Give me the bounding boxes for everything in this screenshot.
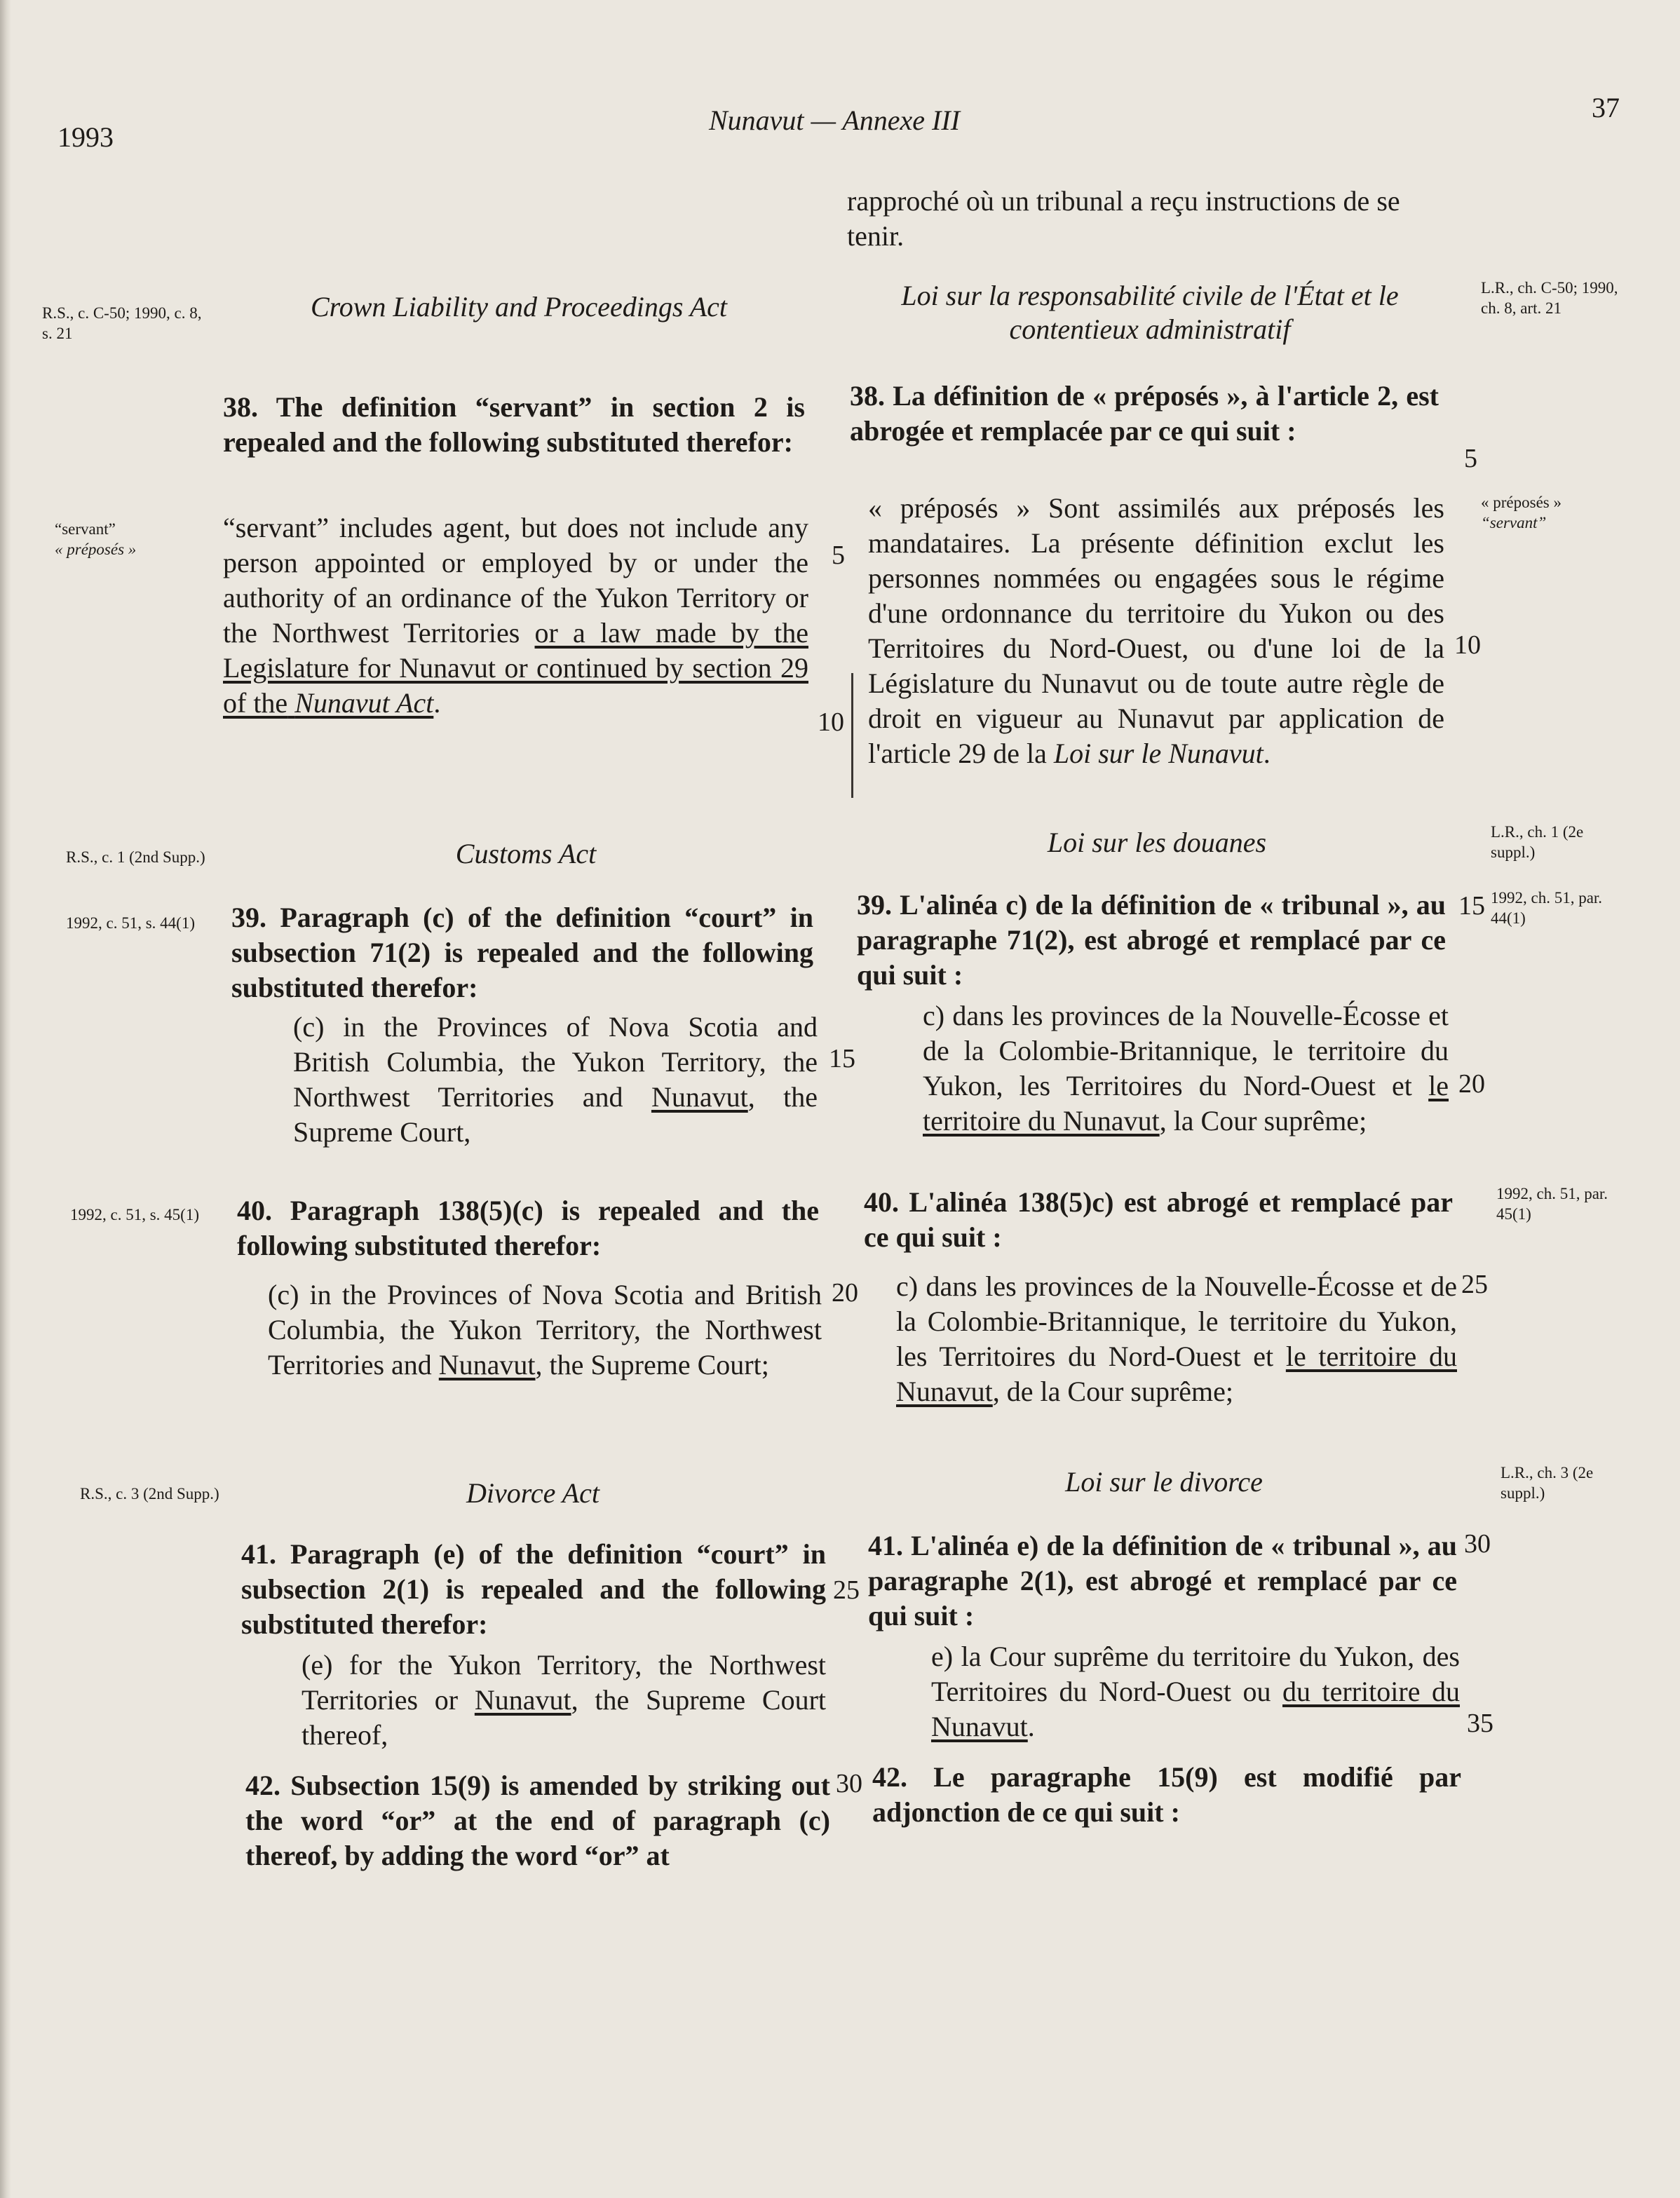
line-number-fr-20: 20: [1458, 1069, 1485, 1099]
year: 1993: [57, 121, 114, 153]
section-39-instruction-en: 39. Paragraph (c) of the definition “court” in subsection 71(2) is repealed and the following substituted therefor:: [231, 902, 813, 1003]
margin-note-38-fr: L.R., ch. C-50; 1990, ch. 8, art. 21: [1481, 279, 1618, 317]
paragraph-39c-text: (c) in the Provinces of Nova Scotia and British Columbia, the Yukon Territory, the Northwest Territories and: [293, 1011, 818, 1113]
paragraph-39c-fr-text: c) dans les provinces de la Nouvelle-Écosse et de la Colombie-Britannique, le territoire du Yukon, les Territoires du Nord-Ouest et: [923, 1000, 1449, 1101]
section-40-instruction-en: 40. Paragraph 138(5)(c) is repealed and the following substituted therefor:: [237, 1195, 819, 1261]
margin-note-39-fr-2: 1992, ch. 51, par. 44(1): [1491, 889, 1603, 927]
section-40-instruction-fr: 40. L'alinéa 138(5)c) est abrogé et remplacé par ce qui suit :: [864, 1186, 1453, 1253]
paragraph-40c-en: [268, 1277, 822, 1383]
paragraph-39c-fr-underlined: le territoire du Nunavut: [923, 1070, 1449, 1137]
line-number-en-5: 5: [832, 541, 845, 570]
act-title-customs: Customs Act: [455, 838, 597, 869]
line-number-en-10: 10: [818, 707, 844, 737]
definition-preposes-text: « préposés » Sont assimilés aux préposés les mandataires. La présente définition exclut les personnes nommées ou engagées sous le régime d'une ordonnance du territoire du Yukon ou des Territoires du Nord-Ouest,: [868, 492, 1444, 664]
section-42-instruction-en: 42. Subsection 15(9) is amended by striking out the word “or” at the end of paragraph (c) thereof, by adding the word “or” at: [245, 1770, 830, 1871]
margin-note-41-en: R.S., c. 3 (2nd Supp.): [80, 1485, 219, 1502]
margin-note-40-en: 1992, c. 51, s. 45(1): [70, 1206, 199, 1223]
paragraph-39c-fr-end: , la Cour suprême;: [1159, 1105, 1367, 1137]
paragraph-40c-fr-underlined: le territoire du Nunavut: [896, 1341, 1457, 1407]
loi-nunavut-italic: Loi sur le Nunavut: [1053, 738, 1264, 769]
act-title-loi-divorce: Loi sur le divorce: [1065, 1466, 1263, 1498]
margin-term-fr-en: “servant”: [1481, 514, 1547, 531]
definition-preposes-fr: « préposés » Sont assimilés aux préposés les mandataires. La présente définition exclut les personnes nommées ou engagées sous le régime d'une ordonnance du territoire du Yukon ou des Territoires du Nord-Ouest, ou d'une loi de la Législature du Nunavut ou de toute autre règle de droit en vigueur au Nunavut par application de l'article 29 de la Loi sur le Nunavut.: [868, 492, 1444, 769]
act-title-divorce: Divorce Act: [466, 1477, 599, 1509]
margin-note-39-fr-1: L.R., ch. 1 (2e suppl.): [1491, 823, 1584, 861]
line-number-fr-25: 25: [1461, 1270, 1488, 1299]
margin-term-en: “servant”: [55, 520, 116, 538]
line-number-fr-35: 35: [1467, 1709, 1493, 1738]
section-41-instruction-en: 41. Paragraph (e) of the definition “court” in subsection 2(1) is repealed and the following substituted therefor:: [241, 1538, 826, 1640]
definition-servant-en: “servant” includes agent, but does not include any person appointed or employed by or under the authority of an ordinance of the Yukon Territory or the Northwest Territories or a law made by the Legislature for Nunavut or continued by section 29 of the Nunavut Act.: [223, 512, 808, 719]
margin-term-fr: « préposés »: [1481, 494, 1562, 511]
line-number-en-30: 30: [836, 1769, 862, 1798]
paragraph-39c-underlined: Nunavut: [651, 1081, 748, 1113]
section-41-instruction-fr: 41. L'alinéa e) de la définition de « tribunal », au paragraphe 2(1), est abrogé et remplacé par ce qui suit :: [868, 1530, 1457, 1631]
paragraph-39c-end: , the Supreme Court,: [293, 1081, 818, 1148]
line-number-en-20: 20: [832, 1278, 858, 1308]
definition-preposes-text-2: ou d'une loi de la Législature du Nunavut ou de toute autre règle de droit en vigueur au Nunavut par application de l'article 29 de la: [868, 632, 1444, 769]
binding-edge: [0, 0, 11, 2198]
definition-servant-underlined: or a law made by the Legislature for Nunavut or continued by section 29 of the: [223, 617, 808, 719]
act-title-douanes: Loi sur les douanes: [1047, 827, 1267, 858]
running-title: Nunavut — Annexe III: [708, 104, 961, 136]
line-number-fr-5: 5: [1464, 444, 1477, 473]
french-continuation-text: rapproché où un tribunal a reçu instructions de se tenir.: [847, 185, 1400, 252]
paragraph-41e-fr-underlined: du territoire du Nunavut: [931, 1676, 1461, 1742]
paragraph-39c-en: [293, 1010, 818, 1150]
page-number: 37: [1592, 92, 1620, 123]
line-number-en-25: 25: [833, 1575, 860, 1605]
margin-term-en-fr: « préposés »: [55, 541, 137, 558]
line-number-fr-10: 10: [1454, 630, 1481, 660]
margin-note-41-fr: L.R., ch. 3 (2e suppl.): [1501, 1464, 1594, 1502]
definition-servant-text: “servant” includes agent, but does not include any person appointed or employed by or under the authority of an ordinance of the Yukon Territory or the Northwest Territories: [223, 512, 808, 649]
line-number-en-15: 15: [829, 1044, 855, 1073]
paragraph-40c-fr-end: , de la Cour suprême;: [992, 1376, 1234, 1407]
paragraph-40c-underlined: Nunavut: [438, 1349, 536, 1380]
paragraph-41e-en: [302, 1648, 826, 1753]
paragraph-41e-underlined: Nunavut: [474, 1684, 571, 1716]
margin-note-38-en: R.S., c. C-50; 1990, c. 8, s. 21: [42, 304, 202, 342]
paragraph-41e-fr-text: e) la Cour suprême du territoire du Yukon, des Territoires du Nord-Ouest ou: [931, 1641, 1460, 1707]
paragraph-40c-fr-text: c) dans les provinces de la Nouvelle-Écosse et de la Colombie-Britannique, le territoire du Yukon, les Territoires du Nord-Ouest et: [896, 1270, 1457, 1372]
paragraph-41e-text: (e) for the Yukon Territory, the Northwest Territories or: [302, 1649, 826, 1716]
margin-term-preposes: [1481, 492, 1635, 533]
paragraph-40c-fr: [896, 1269, 1457, 1409]
margin-note-39-en-1: R.S., c. 1 (2nd Supp.): [66, 848, 205, 866]
french-continuation: [847, 184, 1436, 254]
line-number-fr-30: 30: [1464, 1529, 1491, 1559]
section-39-instruction-fr: 39. L'alinéa c) de la définition de « tribunal », au paragraphe 71(2), est abrogé et remplacé par ce qui suit :: [857, 889, 1446, 991]
act-title-responsabilite: Loi sur la responsabilité civile de l'État et le contentieux administratif: [901, 280, 1399, 345]
section-38-instruction-fr: 38. La définition de « préposés », à l'article 2, est abrogée et remplacée par ce qui suit :: [850, 380, 1439, 447]
nunavut-act-italic: Nunavut Act: [294, 687, 434, 719]
margin-note-40-fr: 1992, ch. 51, par. 45(1): [1496, 1185, 1608, 1223]
paragraph-41e-fr-end: .: [1027, 1711, 1035, 1742]
change-bar-38: [851, 673, 853, 798]
paragraph-41e-end: , the Supreme Court thereof,: [302, 1684, 827, 1751]
margin-note-39-en-2: 1992, c. 51, s. 44(1): [66, 914, 195, 932]
paragraph-40c-text: (c) in the Provinces of Nova Scotia and British Columbia, the Yukon Territory, the Northwest Territories and: [268, 1279, 822, 1380]
section-38-instruction-en: 38. The definition “servant” in section 2 is repealed and the following substituted therefor:: [223, 391, 805, 458]
section-42-instruction-fr: 42. Le paragraphe 15(9) est modifié par adjonction de ce qui suit :: [872, 1761, 1461, 1828]
paragraph-40c-end: , the Supreme Court;: [535, 1349, 769, 1380]
line-number-fr-15: 15: [1458, 891, 1485, 921]
margin-term-servant: [55, 519, 209, 559]
paragraph-39c-fr: [923, 998, 1449, 1139]
act-title-crown-liability: Crown Liability and Proceedings Act: [310, 291, 728, 323]
paragraph-41e-fr: [931, 1639, 1460, 1744]
